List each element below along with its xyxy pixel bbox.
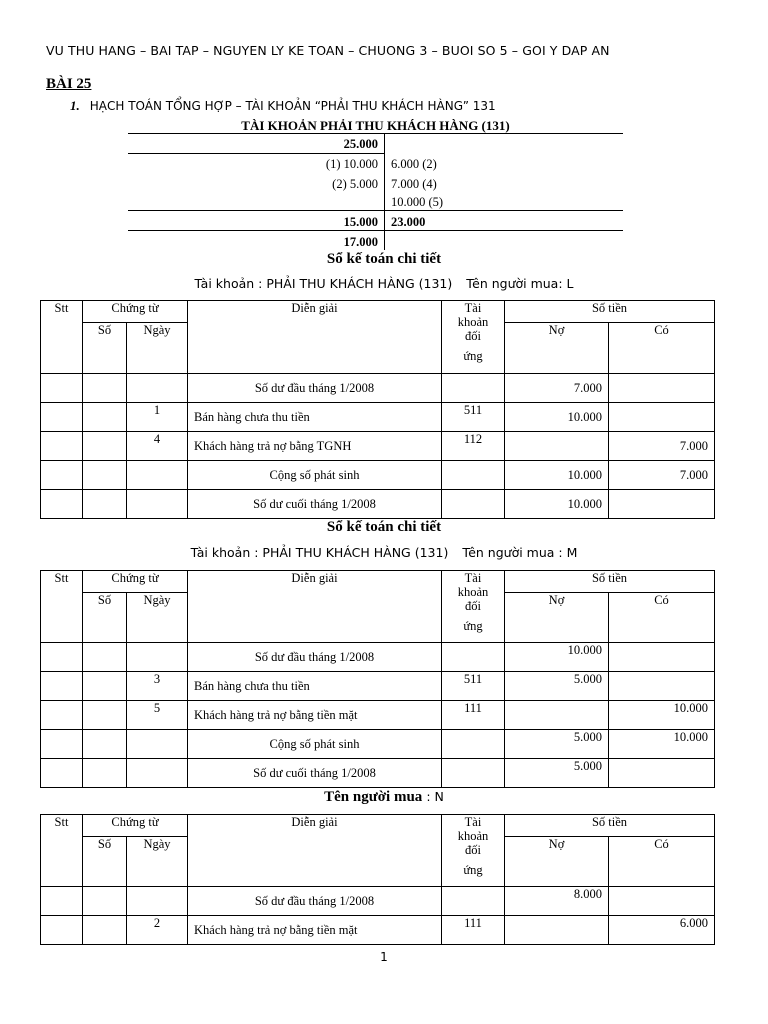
col-tai-khoan-2: khoản bbox=[457, 585, 489, 599]
cell-dien-giai: Số dư đầu tháng 1/2008 bbox=[188, 643, 442, 672]
cell-dien-giai: Số dư cuối tháng 1/2008 bbox=[188, 490, 442, 519]
t-account-debit-1: (1) 10.000 bbox=[325, 157, 378, 171]
cell-no: 10.000 bbox=[505, 461, 609, 490]
col-chung-tu: Chứng từ bbox=[83, 815, 188, 837]
col-tai-khoan bbox=[442, 571, 505, 643]
cell-ngay bbox=[127, 643, 188, 672]
cell-no: 5.000 bbox=[505, 672, 609, 701]
cell-co: 6.000 bbox=[609, 916, 715, 945]
cell-tk: 511 bbox=[442, 403, 505, 432]
t-account-debit-2: (2) 5.000 bbox=[332, 177, 378, 191]
cell-tk: 111 bbox=[442, 701, 505, 730]
table-row bbox=[41, 374, 715, 403]
t-account-center-line bbox=[384, 133, 385, 250]
cell-co bbox=[609, 672, 715, 701]
table-row bbox=[41, 730, 715, 759]
col-tai-khoan-4: ứng bbox=[463, 619, 483, 633]
ledger-l-account: Tài khoản : PHẢI THU KHÁCH HÀNG (131) bbox=[194, 276, 453, 291]
table-row bbox=[41, 403, 715, 432]
cell-dien-giai: Số dư đầu tháng 1/2008 bbox=[188, 887, 442, 916]
cell-co: 7.000 bbox=[609, 461, 715, 490]
cell-co: 10.000 bbox=[609, 730, 715, 759]
t-account-closing: 17.000 bbox=[343, 235, 378, 249]
col-tai-khoan-1: Tài bbox=[464, 301, 482, 315]
col-co: Có bbox=[609, 593, 715, 643]
cell-dien-giai: Khách hàng trả nợ bằng tiền mặt bbox=[188, 701, 442, 730]
cell-dien-giai: Khách hàng trả nợ bằng TGNH bbox=[188, 432, 442, 461]
col-chung-tu: Chứng từ bbox=[83, 301, 188, 323]
cell-ngay bbox=[127, 490, 188, 519]
cell-tk bbox=[442, 887, 505, 916]
col-tai-khoan-2: khoản bbox=[457, 829, 489, 843]
cell-no: 7.000 bbox=[505, 374, 609, 403]
col-no: Nợ bbox=[505, 837, 609, 887]
ledger-n-title: Tên người mua bbox=[324, 789, 423, 805]
cell-tk: 511 bbox=[442, 672, 505, 701]
ledger-n-title-line bbox=[0, 788, 768, 806]
cell-dien-giai: Số dư đầu tháng 1/2008 bbox=[188, 374, 442, 403]
cell-co bbox=[609, 374, 715, 403]
cell-no bbox=[505, 701, 609, 730]
cell-ngay: 3 bbox=[127, 672, 188, 701]
table-row bbox=[41, 887, 715, 916]
table-row bbox=[41, 701, 715, 730]
ledger-l-subtitle bbox=[0, 276, 768, 291]
table-row bbox=[41, 759, 715, 788]
col-stt: Stt bbox=[41, 301, 83, 374]
col-chung-tu: Chứng từ bbox=[83, 571, 188, 593]
col-tai-khoan-3: đối bbox=[465, 599, 481, 613]
ledger-l-buyer: Tên người mua: L bbox=[466, 276, 574, 291]
cell-tk: 111 bbox=[442, 916, 505, 945]
col-co: Có bbox=[609, 837, 715, 887]
cell-no: 5.000 bbox=[505, 730, 609, 759]
col-tai-khoan-2: khoản bbox=[457, 315, 489, 329]
col-co: Có bbox=[609, 323, 715, 374]
exercise-title: BÀI 25 bbox=[46, 76, 92, 92]
col-tai-khoan-4: ứng bbox=[463, 863, 483, 877]
table-row bbox=[41, 643, 715, 672]
col-tai-khoan-1: Tài bbox=[464, 571, 482, 585]
cell-co bbox=[609, 403, 715, 432]
cell-tk bbox=[442, 643, 505, 672]
t-account-credit-2: 7.000 (4) bbox=[391, 177, 437, 191]
cell-no bbox=[505, 432, 609, 461]
col-tai-khoan bbox=[442, 301, 505, 374]
t-account-total-line-bottom bbox=[128, 230, 623, 231]
cell-ngay: 1 bbox=[127, 403, 188, 432]
col-tai-khoan-3: đối bbox=[465, 843, 481, 857]
col-ngay: Ngày bbox=[127, 323, 188, 374]
col-stt: Stt bbox=[41, 571, 83, 643]
cell-no bbox=[505, 916, 609, 945]
ledger-m-account: Tài khoản : PHẢI THU KHÁCH HÀNG (131) bbox=[190, 545, 449, 560]
cell-co: 7.000 bbox=[609, 432, 715, 461]
t-account-total-credit: 23.000 bbox=[391, 215, 426, 229]
table-row bbox=[41, 461, 715, 490]
cell-tk bbox=[442, 461, 505, 490]
cell-dien-giai: Số dư cuối tháng 1/2008 bbox=[188, 759, 442, 788]
cell-dien-giai: Khách hàng trả nợ bằng tiền mặt bbox=[188, 916, 442, 945]
t-account-opening-line bbox=[128, 153, 384, 154]
table-row bbox=[41, 916, 715, 945]
cell-ngay bbox=[127, 730, 188, 759]
cell-tk: 112 bbox=[442, 432, 505, 461]
cell-no: 5.000 bbox=[505, 759, 609, 788]
cell-co bbox=[609, 887, 715, 916]
document-header: VU THU HANG – BAI TAP – NGUYEN LY KE TOAN – CHUONG 3 – BUOI SO 5 – GOI Y DAP AN bbox=[46, 43, 610, 58]
col-tai-khoan-1: Tài bbox=[464, 815, 482, 829]
cell-dien-giai: Bán hàng chưa thu tiền bbox=[188, 672, 442, 701]
cell-dien-giai: Cộng số phát sinh bbox=[188, 461, 442, 490]
t-account-total-line-top bbox=[128, 210, 623, 211]
section-number: 1. bbox=[70, 98, 80, 113]
cell-ngay: 2 bbox=[127, 916, 188, 945]
table-row bbox=[41, 672, 715, 701]
col-so: Số bbox=[83, 323, 127, 374]
col-so: Số bbox=[83, 837, 127, 887]
ledger-n-table bbox=[40, 814, 715, 945]
col-so: Số bbox=[83, 593, 127, 643]
cell-no: 10.000 bbox=[505, 403, 609, 432]
col-so-tien: Số tiền bbox=[505, 571, 715, 593]
col-no: Nợ bbox=[505, 593, 609, 643]
col-tai-khoan bbox=[442, 815, 505, 887]
cell-ngay bbox=[127, 461, 188, 490]
cell-ngay bbox=[127, 759, 188, 788]
table-row bbox=[41, 432, 715, 461]
col-dien-giai: Diễn giải bbox=[188, 571, 442, 643]
ledger-m-buyer: Tên người mua : M bbox=[462, 545, 578, 560]
cell-co: 10.000 bbox=[609, 701, 715, 730]
cell-tk bbox=[442, 759, 505, 788]
ledger-m-subtitle bbox=[0, 545, 768, 560]
t-account-top-line bbox=[128, 133, 623, 134]
cell-tk bbox=[442, 730, 505, 759]
col-tai-khoan-3: đối bbox=[465, 329, 481, 343]
cell-dien-giai: Cộng số phát sinh bbox=[188, 730, 442, 759]
cell-tk bbox=[442, 490, 505, 519]
col-so-tien: Số tiền bbox=[505, 301, 715, 323]
t-account-total-debit: 15.000 bbox=[343, 215, 378, 229]
cell-ngay: 5 bbox=[127, 701, 188, 730]
col-dien-giai: Diễn giải bbox=[188, 815, 442, 887]
section-heading-text: HẠCH TOÁN TỔNG HỢP – TÀI KHOẢN “PHẢI THU KHÁCH HÀNG” 131 bbox=[89, 99, 496, 113]
col-ngay: Ngày bbox=[127, 837, 188, 887]
cell-ngay bbox=[127, 887, 188, 916]
ledger-m-title: Sổ kế toán chi tiết bbox=[326, 519, 442, 535]
t-account-credit-3: 10.000 (5) bbox=[391, 195, 444, 209]
page-number: 1 bbox=[380, 950, 388, 964]
col-stt: Stt bbox=[41, 815, 83, 887]
cell-ngay bbox=[127, 374, 188, 403]
cell-tk bbox=[442, 374, 505, 403]
ledger-l-table bbox=[40, 300, 715, 519]
cell-co bbox=[609, 490, 715, 519]
section-heading bbox=[70, 98, 496, 114]
col-dien-giai: Diễn giải bbox=[188, 301, 442, 374]
t-account-title: TÀI KHOẢN PHẢI THU KHÁCH HÀNG (131) bbox=[241, 118, 510, 133]
ledger-m-table bbox=[40, 570, 715, 788]
t-account-opening: 25.000 bbox=[343, 137, 378, 151]
col-tai-khoan-4: ứng bbox=[463, 349, 483, 363]
col-no: Nợ bbox=[505, 323, 609, 374]
cell-ngay: 4 bbox=[127, 432, 188, 461]
t-account-credit-1: 6.000 (2) bbox=[391, 157, 437, 171]
ledger-l-title: Sổ kế toán chi tiết bbox=[326, 251, 442, 267]
cell-no: 10.000 bbox=[505, 643, 609, 672]
table-row bbox=[41, 490, 715, 519]
col-so-tien: Số tiền bbox=[505, 815, 715, 837]
col-ngay: Ngày bbox=[127, 593, 188, 643]
cell-co bbox=[609, 643, 715, 672]
cell-no: 8.000 bbox=[505, 887, 609, 916]
cell-dien-giai: Bán hàng chưa thu tiền bbox=[188, 403, 442, 432]
cell-co bbox=[609, 759, 715, 788]
cell-no: 10.000 bbox=[505, 490, 609, 519]
ledger-n-buyer: : N bbox=[426, 789, 444, 804]
